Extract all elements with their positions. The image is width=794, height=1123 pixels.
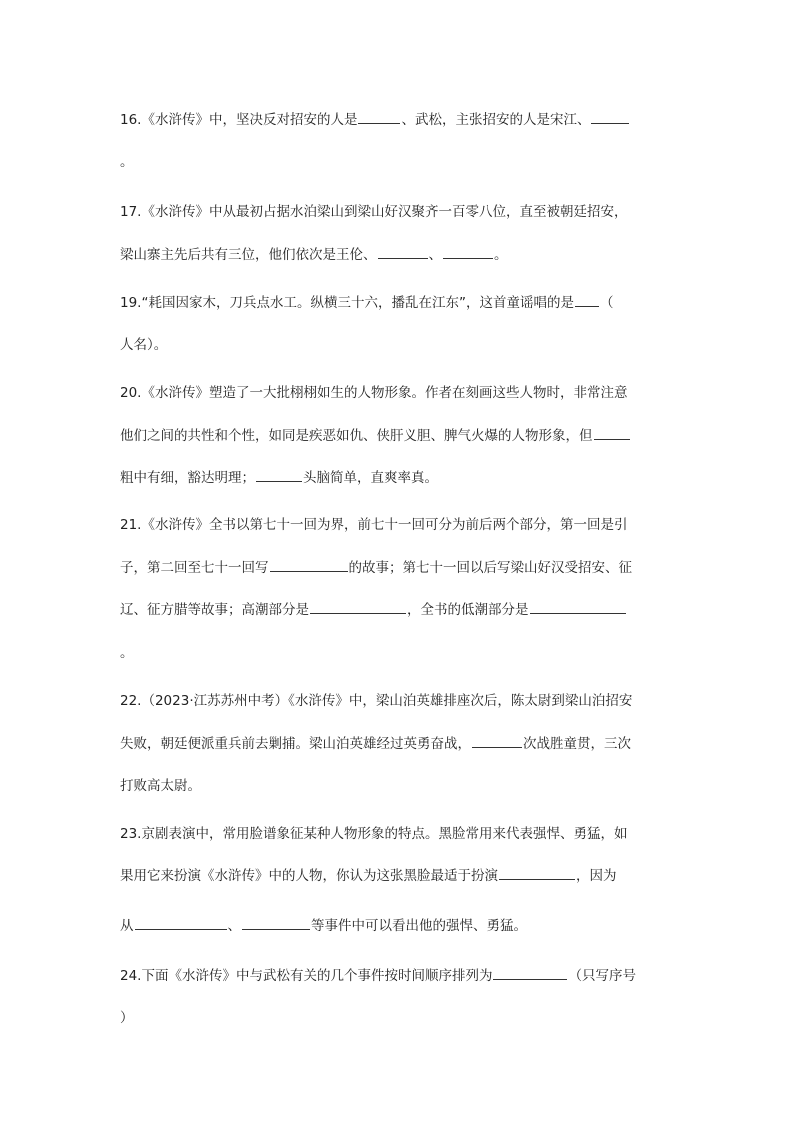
text: 人名）。 [120, 337, 168, 353]
text: （只写序号 [568, 968, 636, 984]
question-22-line-2 [120, 732, 631, 752]
question-23-line-3 [120, 914, 527, 934]
question-22-line-1 [120, 689, 632, 709]
answer-blank[interactable] [310, 601, 406, 614]
question-20-line-1 [120, 381, 627, 401]
answer-blank[interactable] [493, 967, 567, 980]
question-19-line-2 [120, 333, 167, 353]
text: ） [120, 1010, 134, 1026]
answer-blank[interactable] [443, 246, 493, 259]
answer-blank[interactable] [378, 246, 428, 259]
text: 20.《水浒传》塑造了一大批栩栩如生的人物形象。作者在刻画这些人物时，非常注意 [120, 385, 628, 401]
answer-blank[interactable] [594, 427, 630, 440]
text: 16.《水浒传》中，坚决反对招安的人是 [120, 112, 358, 128]
text: 粗中有细，豁达明理； [120, 470, 255, 486]
question-24-line-2 [120, 1006, 134, 1026]
text: 17.《水浒传》中从最初占据水泊梁山到梁山好汉聚齐一百零八位，直至被朝廷招安， [120, 204, 628, 220]
text: 。 [120, 154, 134, 170]
answer-blank[interactable] [270, 559, 348, 572]
text: 次战胜童贯，三次 [523, 736, 631, 752]
question-23-line-1 [120, 822, 627, 842]
text: 、 [428, 247, 442, 263]
text: 失败，朝廷便派重兵前去剿捕。梁山泊英雄经过英勇奋战， [120, 736, 471, 752]
text: 梁山寨主先后共有三位，他们依次是王伦、 [120, 247, 377, 263]
text: 。 [120, 645, 134, 661]
text: 头脑简单，直爽率真。 [303, 470, 438, 486]
text: 24.下面《水浒传》中与武松有关的几个事件按时间顺序排列为 [120, 968, 493, 984]
text: 、武松，主张招安的人是宋江、 [401, 112, 591, 128]
answer-blank[interactable] [472, 735, 522, 748]
text: 22.（2023·江苏苏州中考）《水浒传》中，梁山泊英雄排座次后，陈太尉到梁山泊招安 [120, 693, 633, 709]
question-20-line-3 [120, 466, 438, 486]
text: 辽、征方腊等故事；高潮部分是 [120, 602, 309, 618]
text: （ [599, 295, 614, 311]
answer-blank[interactable] [135, 917, 227, 930]
answer-blank[interactable] [242, 917, 310, 930]
text: 21.《水浒传》全书以第七十一回为界，前七十一回可分为前后两个部分，第一回是引 [120, 517, 628, 533]
question-23-line-2 [120, 864, 617, 884]
answer-blank[interactable] [358, 111, 400, 124]
question-21-line-3 [120, 598, 627, 618]
text: 。 [494, 247, 508, 263]
question-21-line-1 [120, 513, 627, 533]
question-16-line-2 [120, 150, 134, 170]
question-17-line-2 [120, 243, 508, 263]
text: 从 [120, 918, 134, 934]
question-17-line-1 [120, 200, 627, 220]
question-22-line-3 [120, 774, 201, 794]
answer-blank[interactable] [591, 111, 629, 124]
text: ，因为 [576, 868, 617, 884]
question-24-line-1 [120, 964, 636, 984]
question-21-line-4 [120, 641, 134, 661]
question-21-line-2 [120, 556, 632, 576]
text: 、 [227, 918, 241, 934]
text: 子，第二回至七十一回写 [120, 560, 269, 576]
text: 的故事；第七十一回以后写梁山好汉受招安、征 [348, 560, 632, 576]
answer-blank[interactable] [575, 294, 599, 307]
text: 打败高太尉。 [120, 778, 201, 794]
text: 等事件中可以看出他的强悍、勇猛。 [311, 918, 527, 934]
text: 19.“耗国因家木，刀兵点水工。纵横三十六，播乱在江东”，这首童谣唱的是 [120, 295, 574, 311]
text: ，全书的低潮部分是 [407, 602, 529, 618]
question-16-line-1 [120, 108, 630, 128]
answer-blank[interactable] [530, 601, 626, 614]
answer-blank[interactable] [256, 469, 302, 482]
question-20-line-2 [120, 424, 631, 444]
text: 果用它来扮演《水浒传》中的人物，你认为这张黑脸最适于扮演 [120, 868, 498, 884]
text: 他们之间的共性和个性，如同是疾恶如仇、侠肝义胆、脾气火爆的人物形象，但 [120, 428, 593, 444]
text: 23.京剧表演中，常用脸谱象征某种人物形象的特点。黑脸常用来代表强悍、勇猛，如 [120, 826, 628, 842]
answer-blank[interactable] [499, 867, 575, 880]
question-19-line-1 [120, 291, 613, 311]
